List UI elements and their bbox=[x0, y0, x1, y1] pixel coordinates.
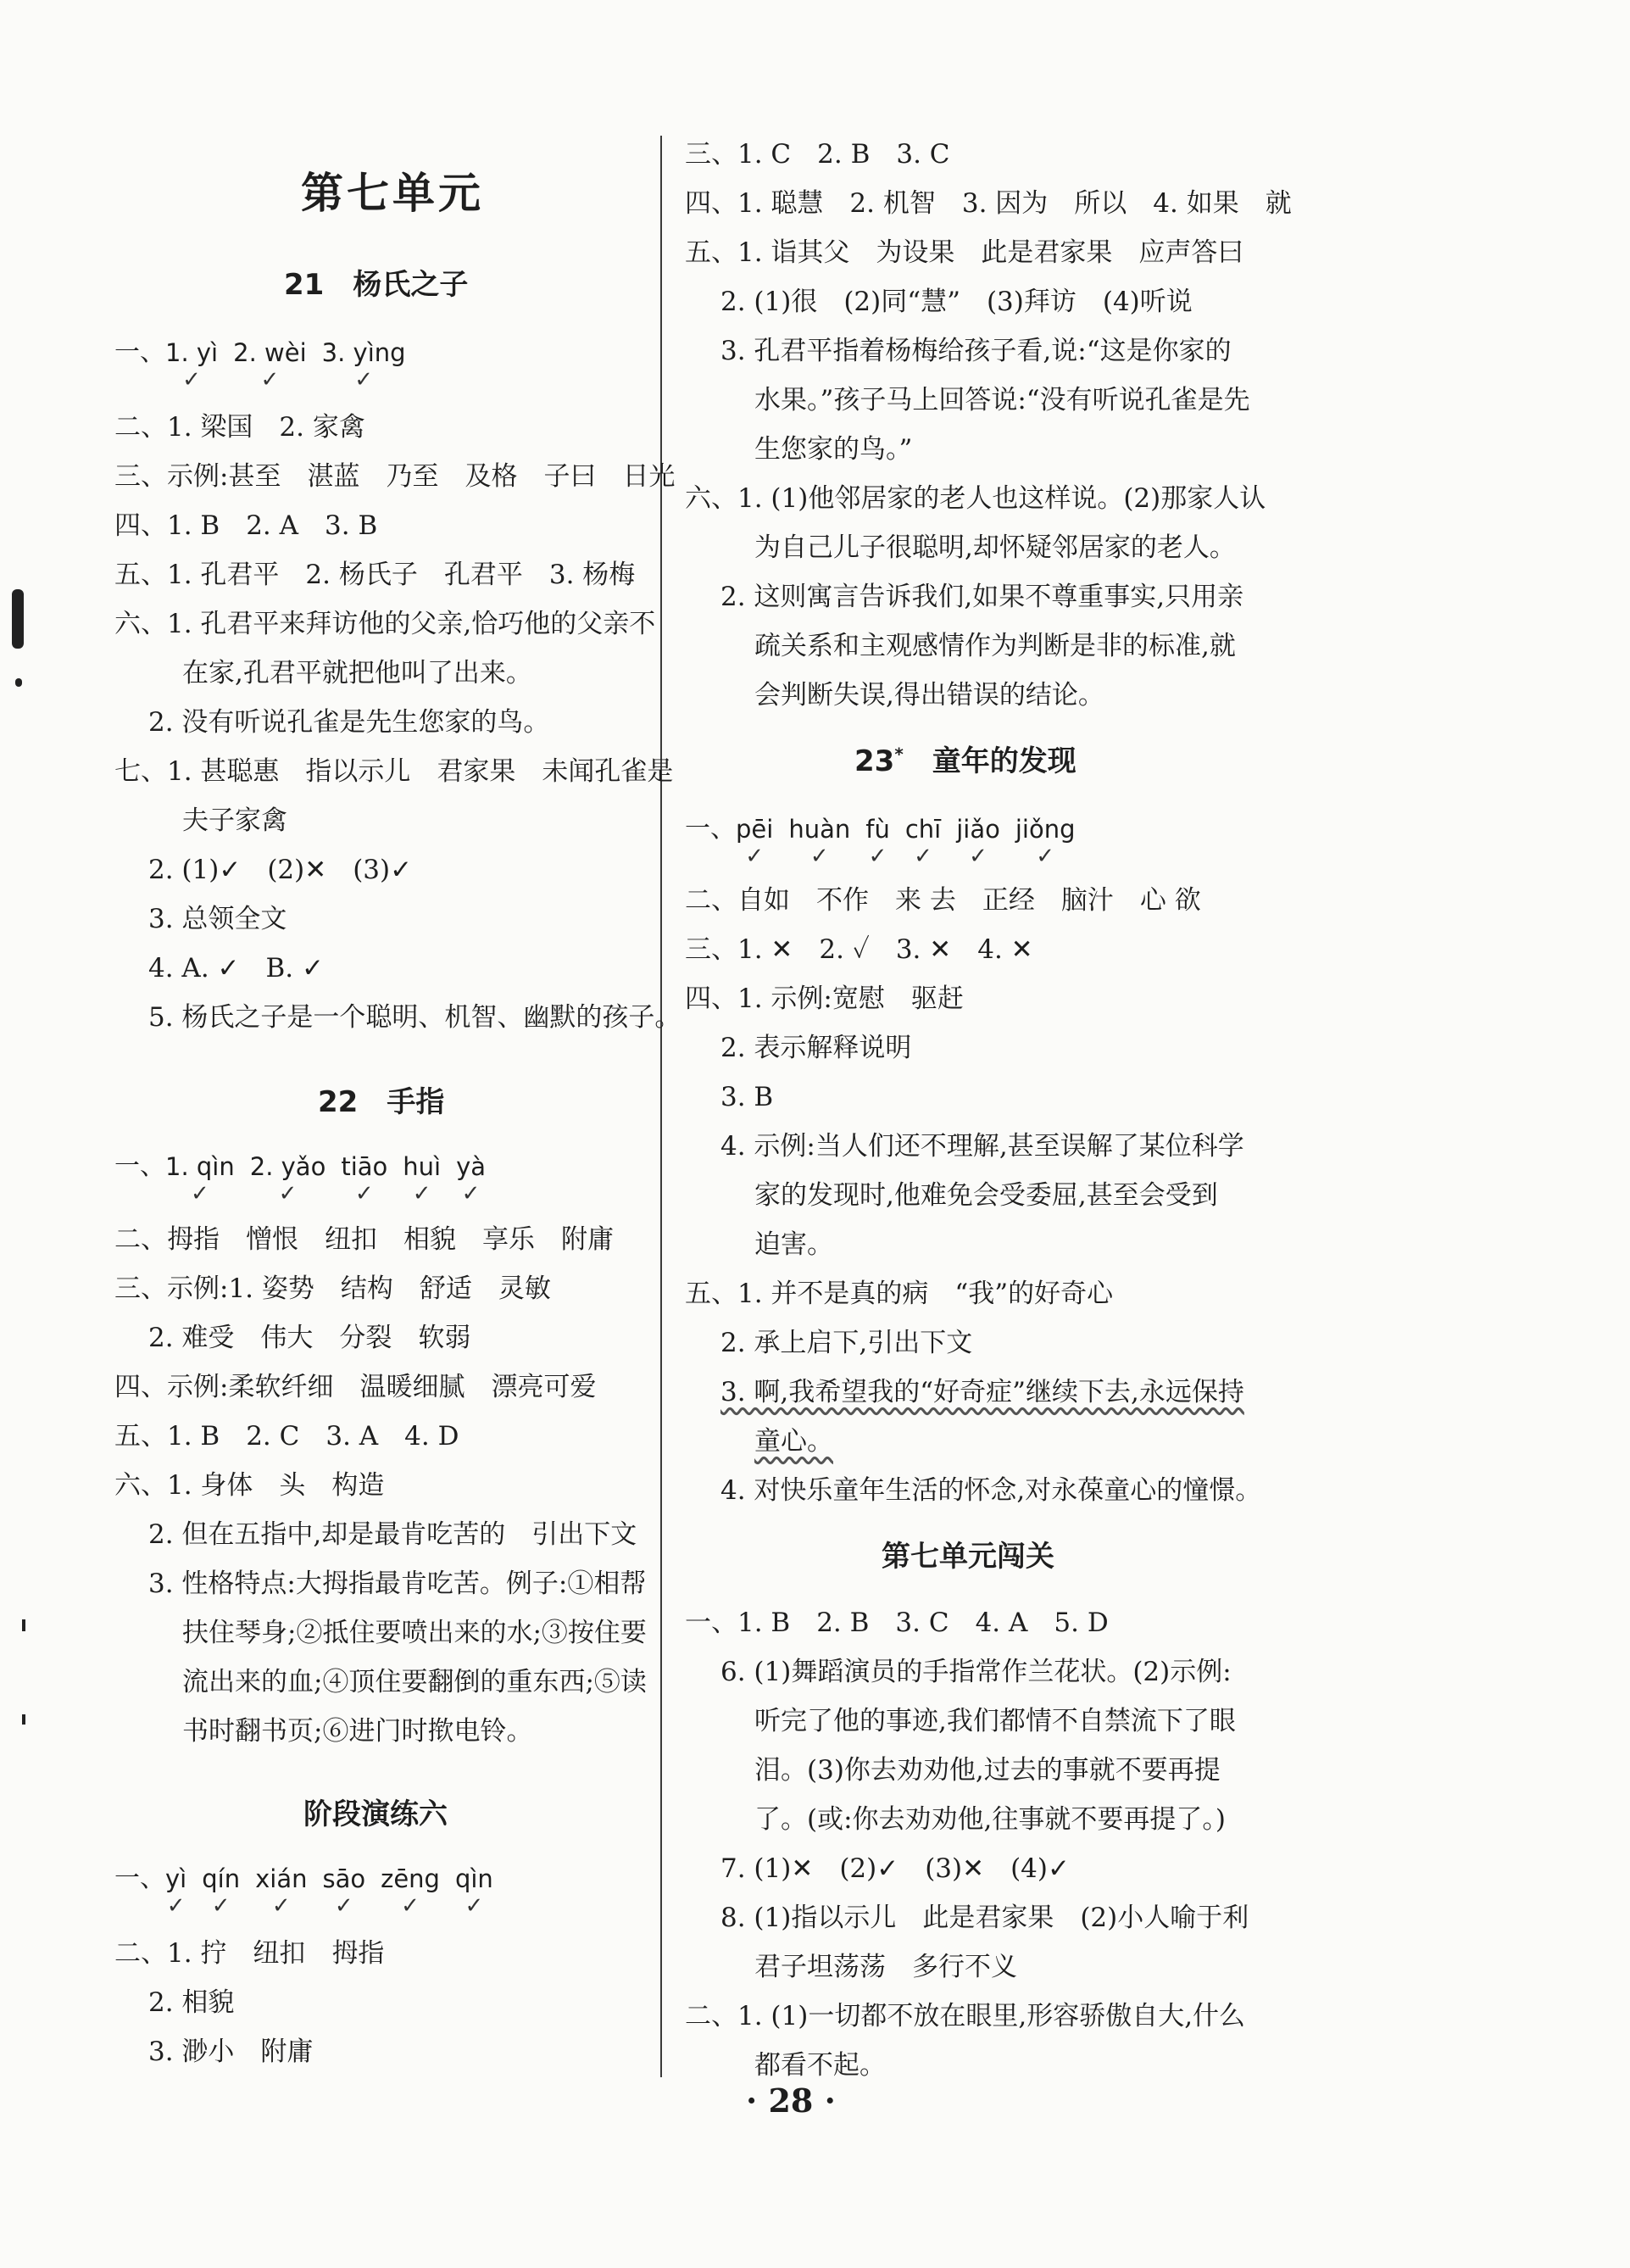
page-number: · 28 · bbox=[746, 2081, 836, 2120]
answer-line: 水果。”孩子马上回答说:“没有听说孔雀是先 bbox=[754, 385, 1250, 415]
answer-line: 在家,孔君平就把他叫了出来。 bbox=[182, 658, 532, 688]
answer-line: 生您家的鸟。” bbox=[754, 434, 913, 465]
answer-line: 二、拇指 憎恨 纽扣 相貌 享乐 附庸 bbox=[114, 1224, 614, 1255]
pinyin-row-stage-6 bbox=[114, 1862, 509, 1919]
answer-line: 4. 对快乐童年生活的怀念,对永葆童心的憧憬。 bbox=[720, 1475, 1262, 1506]
check-mark-icon: ✓ bbox=[334, 1893, 353, 1919]
pinyin-item: 2. yǎo ✓ bbox=[249, 1152, 326, 1206]
section-title-23: 23* 童年的发现 bbox=[854, 744, 1076, 778]
answer-line: 都看不起。 bbox=[754, 2050, 886, 2081]
answer-line: 五、1. 诣其父 为设果 此是君家果 应声答曰 bbox=[685, 237, 1244, 268]
check-mark-icon: ✓ bbox=[969, 844, 987, 869]
pinyin-row-23 bbox=[685, 812, 1091, 867]
check-mark-icon: ✓ bbox=[809, 844, 829, 869]
check-mark-icon: ✓ bbox=[190, 1181, 209, 1206]
pinyin-prefix: 一、 bbox=[114, 1864, 165, 1893]
answer-line: 2. 难受 伟大 分裂 软弱 bbox=[148, 1323, 471, 1353]
answer-line: 六、1. 孔君平来拜访他的父亲,恰巧他的父亲不 bbox=[114, 609, 656, 639]
answer-line: 2. (1)很 (2)同“慧” (3)拜访 (4)听说 bbox=[720, 287, 1193, 317]
answer-line: 二、自如 不作 来 去 正经 脑汁 心 欲 bbox=[685, 885, 1201, 916]
pinyin-item: jiǎo ✓ bbox=[956, 815, 1000, 869]
pinyin-row-22 bbox=[114, 1150, 501, 1204]
answer-line: 4. A. ✓ B. ✓ bbox=[148, 953, 324, 984]
pinyin-item: qìn ✓ bbox=[454, 1864, 493, 1919]
answer-line: 3. 性格特点:大拇指最肯吃苦。例子:①相帮 bbox=[148, 1569, 647, 1599]
check-mark-icon: ✓ bbox=[260, 367, 280, 393]
answer-line: 2. 表示解释说明 bbox=[720, 1033, 912, 1063]
answer-line-underlined: 童心。 bbox=[754, 1426, 833, 1457]
check-mark-icon: ✓ bbox=[745, 844, 765, 869]
answer-line: 2. 这则寓言告诉我们,如果不尊重事实,只用亲 bbox=[720, 582, 1244, 612]
check-mark-icon: ✓ bbox=[1036, 844, 1055, 869]
answer-line: 君子坦荡荡 多行不义 bbox=[754, 1952, 1017, 1982]
check-mark-icon: ✓ bbox=[211, 1893, 231, 1919]
answer-line: 听完了他的事迹,我们都情不自禁流下了眼 bbox=[754, 1706, 1236, 1736]
answer-line: 四、1. 示例:宽慰 驱赶 bbox=[685, 984, 964, 1014]
pinyin-item: fù ✓ bbox=[865, 815, 890, 869]
answer-line: 六、1. 身体 头 构造 bbox=[114, 1470, 385, 1501]
pinyin-item: jiǒng ✓ bbox=[1015, 815, 1076, 869]
pinyin-row-21 bbox=[114, 336, 421, 393]
answer-line: 二、1. 梁国 2. 家禽 bbox=[114, 412, 365, 443]
pinyin-item: zēng ✓ bbox=[381, 1864, 440, 1919]
section-title-21: 21 杨氏之子 bbox=[284, 268, 469, 302]
answer-line: 五、1. 孔君平 2. 杨氏子 孔君平 3. 杨梅 bbox=[114, 560, 636, 590]
scan-mark bbox=[15, 678, 22, 687]
answer-line: 5. 杨氏之子是一个聪明、机智、幽默的孩子。 bbox=[148, 1002, 681, 1033]
check-mark-icon: ✓ bbox=[401, 1893, 420, 1919]
pinyin-item: yà ✓ bbox=[456, 1152, 487, 1206]
pinyin-item: yì ✓ bbox=[165, 1864, 187, 1919]
answer-line: 书时翻书页;⑥进门时揿电铃。 bbox=[182, 1716, 533, 1747]
answer-line: 会判断失误,得出错误的结论。 bbox=[754, 680, 1104, 710]
answer-line: 六、1. (1)他邻居家的老人也这样说。(2)那家人认 bbox=[685, 483, 1266, 514]
answer-line: 泪。(3)你去劝劝他,过去的事就不要再提 bbox=[754, 1755, 1221, 1786]
pinyin-item: huàn ✓ bbox=[788, 815, 851, 869]
answer-line: 4. 示例:当人们还不理解,甚至误解了某位科学 bbox=[720, 1131, 1244, 1162]
answer-line: 三、1. C 2. B 3. C bbox=[685, 139, 950, 170]
answer-line: 四、1. 聪慧 2. 机智 3. 因为 所以 4. 如果 就 bbox=[685, 188, 1292, 219]
check-mark-icon: ✓ bbox=[868, 844, 887, 869]
answer-line: 2. (1)✓ (2)✕ (3)✓ bbox=[148, 855, 413, 885]
answer-line-underlined: 3. 啊,我希望我的“好奇症”继续下去,永远保持 bbox=[720, 1377, 1244, 1407]
pinyin-item: chī ✓ bbox=[904, 815, 942, 869]
answer-line: 四、示例:柔软纤细 温暖细腻 漂亮可爱 bbox=[114, 1372, 597, 1402]
pinyin-item: tiāo ✓ bbox=[341, 1152, 388, 1206]
pinyin-item: sāo ✓ bbox=[322, 1864, 366, 1919]
answer-line: 3. 孔君平指着杨梅给孩子看,说:“这是你家的 bbox=[720, 336, 1232, 366]
check-mark-icon: ✓ bbox=[182, 367, 201, 393]
answer-line: 6. (1)舞蹈演员的手指常作兰花状。(2)示例: bbox=[720, 1657, 1232, 1687]
pinyin-item: pēi ✓ bbox=[736, 815, 774, 869]
answer-line: 五、1. B 2. C 3. A 4. D bbox=[114, 1421, 459, 1452]
answer-line: 二、1. 拧 纽扣 拇指 bbox=[114, 1938, 385, 1969]
answer-line: 流出来的血;④顶住要翻倒的重东西;⑤读 bbox=[182, 1667, 647, 1697]
answer-line: 了。(或:你去劝劝他,往事就不要再提了。) bbox=[754, 1804, 1226, 1835]
check-mark-icon: ✓ bbox=[166, 1893, 186, 1919]
section-title-stage-6: 阶段演练六 bbox=[303, 1797, 448, 1831]
answer-line: 夫子家禽 bbox=[182, 805, 287, 836]
section-title-unit-7-test: 第七单元闯关 bbox=[882, 1540, 1054, 1574]
scan-mark bbox=[22, 1714, 25, 1725]
answer-line: 2. 但在五指中,却是最肯吃苦的 引出下文 bbox=[148, 1519, 637, 1550]
check-mark-icon: ✓ bbox=[354, 367, 373, 393]
pinyin-item: xián ✓ bbox=[255, 1864, 308, 1919]
answer-line: 家的发现时,他难免会受委屈,甚至会受到 bbox=[754, 1180, 1218, 1211]
answer-line: 2. 承上启下,引出下文 bbox=[720, 1328, 973, 1358]
answer-line: 扶住琴身;②抵住要喷出来的水;③按住要 bbox=[182, 1618, 647, 1648]
pinyin-prefix: 一、 bbox=[685, 814, 736, 844]
answer-line: 3. B bbox=[720, 1082, 774, 1112]
pinyin-prefix: 一、 bbox=[114, 337, 165, 367]
answer-line: 四、1. B 2. A 3. B bbox=[114, 510, 378, 541]
check-mark-icon: ✓ bbox=[412, 1181, 431, 1206]
check-mark-icon: ✓ bbox=[465, 1893, 484, 1919]
pinyin-item: 1. qìn ✓ bbox=[165, 1152, 235, 1206]
pinyin-item: huì ✓ bbox=[403, 1152, 442, 1206]
column-divider bbox=[660, 136, 662, 2077]
answer-line: 8. (1)指以示儿 此是君家果 (2)小人喻于利 bbox=[720, 1903, 1249, 1933]
check-mark-icon: ✓ bbox=[354, 1181, 374, 1206]
answer-line: 七、1. 甚聪惠 指以示儿 君家果 未闻孔雀是 bbox=[114, 756, 674, 787]
answer-line: 为自己儿子很聪明,却怀疑邻居家的老人。 bbox=[754, 532, 1236, 563]
answer-line: 二、1. (1)一切都不放在眼里,形容骄傲自大,什么 bbox=[685, 2001, 1246, 2031]
answer-line: 疏关系和主观感情作为判断是非的标准,就 bbox=[754, 631, 1236, 661]
answer-line: 2. 没有听说孔雀是先生您家的鸟。 bbox=[148, 707, 550, 738]
answer-line: 3. 总领全文 bbox=[148, 904, 287, 934]
answer-line: 3. 渺小 附庸 bbox=[148, 2037, 314, 2067]
check-mark-icon: ✓ bbox=[914, 844, 932, 869]
answer-line: 一、1. B 2. B 3. C 4. A 5. D bbox=[685, 1608, 1109, 1638]
pinyin-item: qín ✓ bbox=[202, 1864, 241, 1919]
scan-mark bbox=[22, 1619, 25, 1631]
check-mark-icon: ✓ bbox=[271, 1893, 291, 1919]
scan-mark bbox=[12, 589, 24, 649]
section-title-22: 22 手指 bbox=[318, 1085, 445, 1119]
answer-line: 五、1. 并不是真的病 “我”的好奇心 bbox=[685, 1279, 1114, 1309]
unit-title: 第七单元 bbox=[301, 168, 484, 218]
answer-line: 迫害。 bbox=[754, 1229, 833, 1260]
pinyin-item: 1. yì ✓ bbox=[165, 338, 219, 393]
pinyin-item: 2. wèi ✓ bbox=[233, 338, 307, 393]
answer-line: 三、1. ✕ 2. ✓ 3. ✕ 4. ✕ bbox=[685, 934, 1033, 965]
check-mark-icon: ✓ bbox=[461, 1181, 481, 1206]
check-mark-icon: ✓ bbox=[278, 1181, 298, 1206]
pinyin-prefix: 一、 bbox=[114, 1151, 165, 1181]
answer-line: 三、示例:甚至 湛蓝 乃至 及格 子曰 日光 bbox=[114, 461, 676, 492]
answer-line: 2. 相貌 bbox=[148, 1987, 235, 2018]
pinyin-item: 3. yìng ✓ bbox=[321, 338, 406, 393]
answer-line: 三、示例:1. 姿势 结构 舒适 灵敏 bbox=[114, 1273, 551, 1304]
answer-line: 7. (1)✕ (2)✓ (3)✕ (4)✓ bbox=[720, 1853, 1070, 1884]
